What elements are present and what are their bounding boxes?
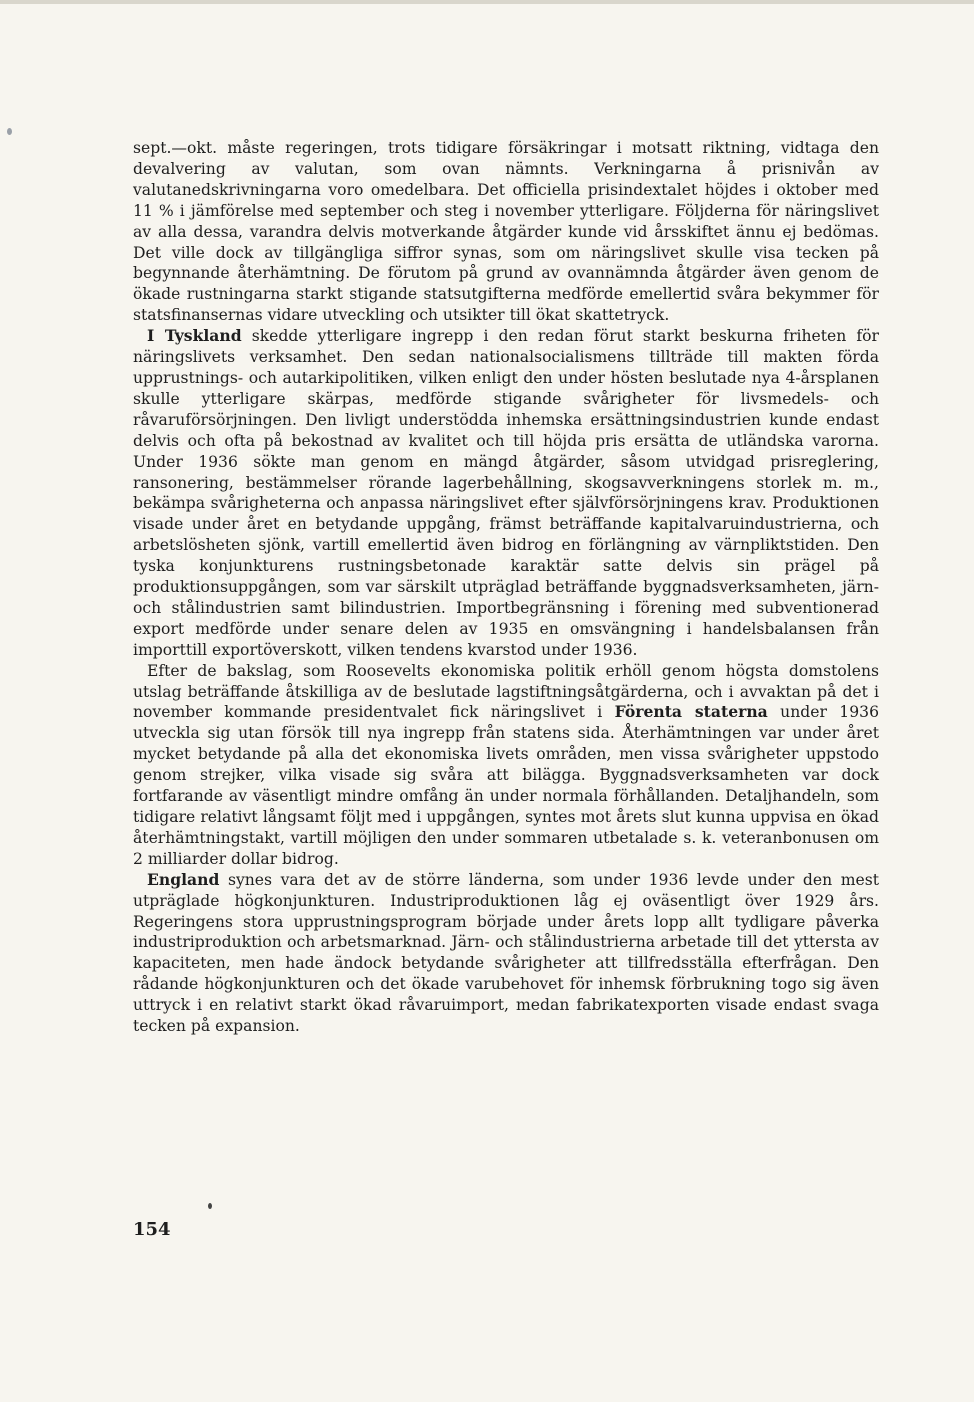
scan-mark — [7, 128, 12, 135]
text-run: Efter de bakslag, som Roosevelts ekonomiska politik erhöll genom högsta domstolens utslag beträffande åtskilliga av de beslutade lagstiftningsåtgärderna, och i avvaktan på det i november kommande presidentvalet fick näringslivet i — [133, 661, 879, 722]
bold-text-run: I Tyskland — [147, 326, 242, 346]
bold-text-run: Förenta staterna — [614, 702, 768, 722]
text-run: synes vara det av de större länderna, som under 1936 levde under den mest utpräglade högkonjunkturen. Industriproduktionen låg ej oväsentligt över 1929 års. Regeringens stora upprustningsprogram började under årets lopp allt tydligare påverka industriproduktion och arbetsmarknad. Järn- och stålindustrierna arbetade till det yttersta av kapaciteten, men hade ändock betydande svårigheter att tillfredsställa efterfrågan. Den rådande högkonjunkturen och det ökade varubehovet för inhemsk förbrukning togo sig även uttryck i en relativt starkt ökad råvaruimport, medan fabrikatexporten visade endast svaga tecken på expansion. — [133, 870, 879, 1036]
text-run: skedde ytterligare ingrepp i den redan förut starkt beskurna friheten för näringslivets verksamhet. Den sedan nationalsocialismens tillträde till makten förda upprustnings- och autarkipolitiken, vilken enligt den under hösten beslutade nya 4-årsplanen skulle ytterligare skärpas, medförde stigande svårigheter för livsmedels- och råvaruförsörjningen. Den livligt understödda inhemska ersättningsindustrien kunde endast delvis och ofta på bekostnad av kvalitet och till höjda pris ersätta de utländska varorna. Under 1936 sökte man genom en mängd åtgärder, såsom utvidgad prisreglering, ransonering, bestämmelser rörande lagerbehållning, skogsavverkningens storlek m. m., bekämpa svårigheterna och anpassa näringslivet efter självförsörjningens krav. Produktionen visade under året en betydande uppgång, främst beträffande kapitalvaruindustrierna, och arbetslösheten sjönk, vartill emellertid även bidrog en förlängning av värnpliktstiden. Den tyska konjunkturens rustningsbetonade karaktär satte delvis sin prägel på produktionsuppgången, som var särskilt utpräglad beträffande byggnadsverksamheten, järn- och stålindustrien samt bilindustrien. Importbegränsning i förening med subventionerad export medförde under senare delen av 1935 en omsvängning i handelsbalansen från importtill exportöverskott, vilken tendens kvarstod under 1936. — [133, 327, 880, 659]
bold-text-run: England — [147, 869, 220, 889]
page-top-edge — [0, 0, 974, 4]
paragraph — [133, 326, 879, 661]
text-run: under 1936 utveckla sig utan försök till nya ingrepp från statens sida. Återhämtningen var under året mycket betydande på alla det ekonomiska livets områden, men vissa svårigheter uppstodo genom strejker, vilka visade sig svåra att bilägga. Byggnadsverksamheten var dock fortfarande av väsentligt mindre omfång än under normala förhållanden. Detaljhandeln, som tidigare relativt långsamt följt med i uppgången, syntes mot årets slut kunna uppvisa en ökad återhämtningstakt, vartill möjligen den under sommaren utbetalade s. k. veteranbonusen om 2 milliarder dollar bidrog. — [133, 703, 879, 868]
paragraph — [133, 138, 879, 326]
scan-mark — [208, 1203, 212, 1209]
body-text — [133, 138, 879, 1037]
paragraph — [133, 661, 879, 870]
text-run: sept.—okt. måste regeringen, trots tidigare försäkringar i motsatt riktning, vidtaga den devalvering av valutan, som ovan nämnts. Verkningarna å prisnivån av valutanedskrivningarna voro omedelbara. Det officiella prisindextalet höjdes i oktober med 11 % i jämförelse med september och steg i november ytterligare. Följderna för näringslivet av alla dessa, varandra delvis motverkande åtgärder kunde vid årsskiftet ännu ej bedömas. Det ville dock av tillgängliga siffror synas, som om näringslivet skulle visa tecken på begynnande återhämtning. De förutom på grund av ovannämnda åtgärder även genom de ökade rustningarna starkt stigande statsutgifterna medförde emellertid svåra bekymmer för statsfinansernas vidare utveckling och utsikter till ökat skattetryck. — [133, 139, 879, 325]
paragraph — [133, 870, 879, 1037]
page-number: 154 — [133, 1219, 171, 1240]
